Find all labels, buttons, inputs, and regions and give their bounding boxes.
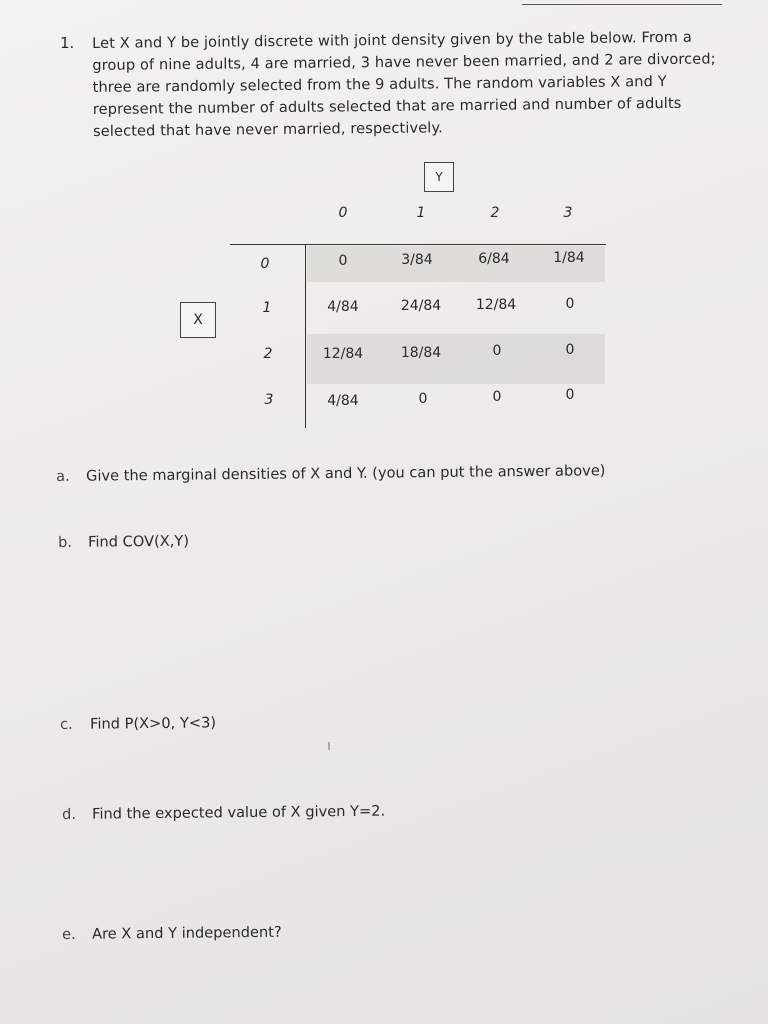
table-cell: 18/84 (400, 345, 442, 361)
col-header-2: 2 (490, 205, 500, 221)
part-a (56, 462, 606, 485)
x-variable-label: X (180, 302, 216, 338)
table-cell: 0 (492, 389, 502, 405)
part-letter: d. (62, 805, 77, 823)
table-left-border (305, 244, 306, 428)
table-cell: 6/84 (478, 251, 510, 267)
question-line: Let X and Y be jointly discrete with joint density given by the table below. From a (92, 28, 692, 52)
part-letter: e. (62, 925, 76, 943)
y-variable-label: Y (424, 162, 454, 192)
part-text: Find P(X>0, Y<3) (89, 714, 217, 733)
table-cell: 12/84 (322, 346, 364, 362)
col-header-1: 1 (416, 205, 426, 221)
question-line: represent the number of adults selected that are married and number of adults (92, 94, 682, 118)
paper-mark (328, 742, 330, 750)
col-header-0: 0 (338, 205, 348, 221)
table-cell: 4/84 (327, 299, 359, 315)
top-rule (522, 4, 722, 5)
table-cell: 24/84 (400, 298, 442, 314)
question-number: 1. (60, 34, 75, 52)
question-line: three are randomly selected from the 9 adults. The random variables X and Y (92, 72, 667, 96)
question-line: selected that have never married, respectively. (92, 119, 443, 140)
table-cell: 0 (492, 343, 502, 359)
table-cell: 12/84 (475, 297, 517, 313)
question-line: group of nine adults, 4 are married, 3 have never been married, and 2 are divorced; (92, 50, 716, 74)
part-b (58, 533, 189, 551)
table-cell: 0 (418, 391, 428, 407)
table-cell: 4/84 (327, 393, 359, 409)
part-e (62, 924, 282, 943)
part-d (62, 803, 385, 823)
table-cell: 0 (565, 387, 575, 403)
part-letter: c. (60, 715, 73, 733)
part-text: Find COV(X,Y) (87, 532, 190, 551)
col-header-3: 3 (563, 205, 573, 221)
row-header-0: 0 (260, 256, 270, 272)
table-cell: 0 (565, 296, 575, 312)
row-header-3: 3 (264, 392, 274, 408)
part-letter: a. (56, 467, 70, 485)
table-top-border (230, 244, 606, 245)
table-cell: 3/84 (401, 252, 433, 268)
part-text: Find the expected value of X given Y=2. (91, 802, 386, 823)
row-header-2: 2 (263, 346, 273, 362)
table-cell: 0 (338, 253, 348, 269)
part-c (60, 714, 216, 733)
part-letter: b. (58, 533, 73, 551)
part-text: Are X and Y independent? (91, 923, 282, 943)
row-header-1: 1 (262, 300, 272, 316)
part-text: Give the marginal densities of X and Y. (you can put the answer above) (85, 462, 606, 485)
table-cell: 1/84 (553, 250, 585, 266)
table-cell: 0 (565, 342, 575, 358)
question-text (92, 26, 733, 143)
